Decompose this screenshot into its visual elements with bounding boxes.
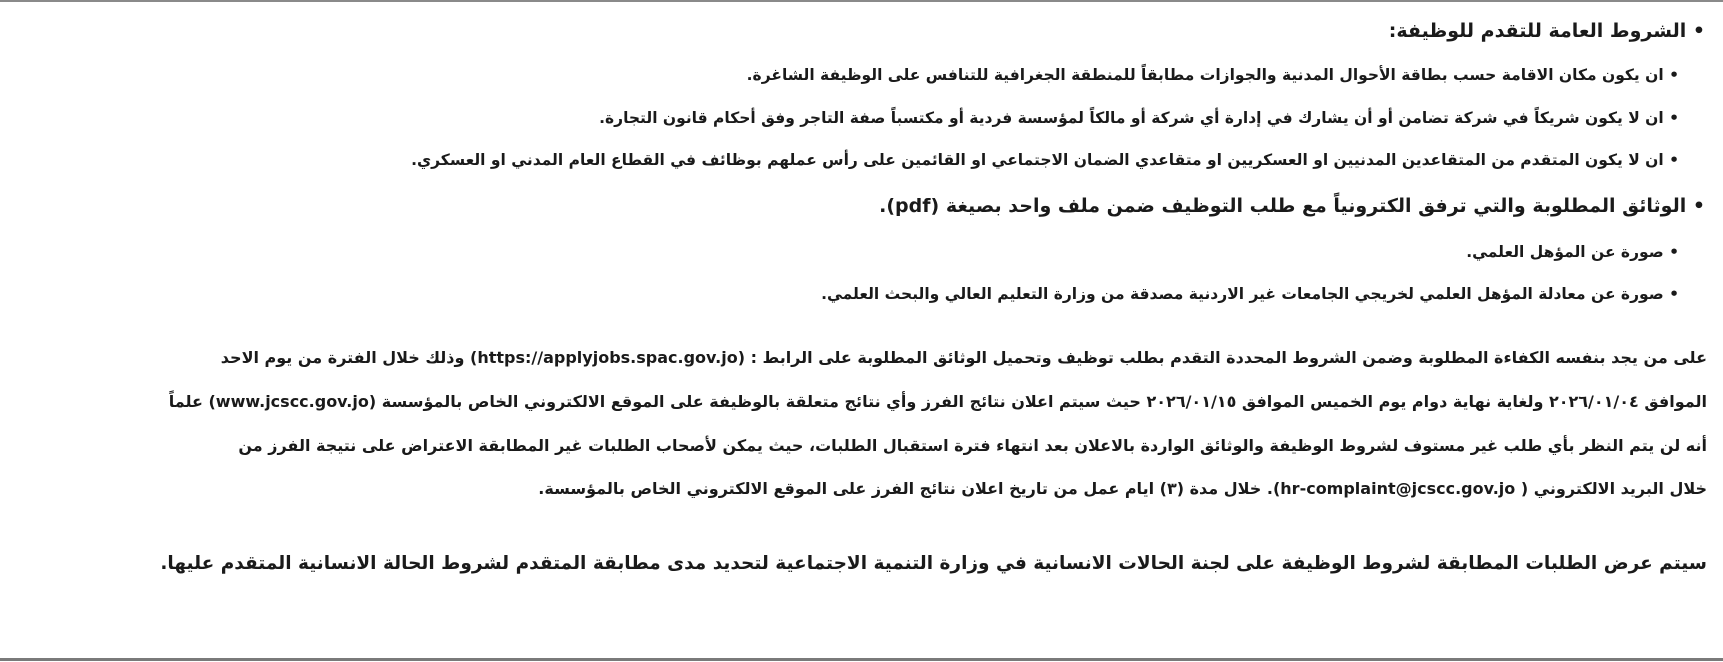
condition-item-residence: • ان يكون مكان الاقامة حسب بطاقة الأحوال المدنية والجوازات مطابقاً للمنطقة الجغرافية للتنافس على الوظيفة الشاغرة. [746,66,1679,84]
documents-heading: • الوثائق المطلوبة والتي ترفق الكترونياً مع طلب التوظيف ضمن ملف واحد بصيغة (pdf). [879,195,1705,217]
application-paragraph-line-4: خلال البريد الالكتروني ( hr-complaint@jcscc.gov.jo). خلال مدة (٣) ايام عمل من تاريخ اعلان نتائج الفرز على الموقع الالكتروني الخاص بالمؤسسة. [538,479,1707,498]
document-item-equivalency: • صورة عن معادلة المؤهل العلمي لخريجي الجامعات غير الاردنية مصدقة من وزارة التعليم العالي والبحث العلمي. [821,285,1679,303]
application-paragraph-line-2: الموافق ٢٠٢٦/٠١/٠٤ ولغاية نهاية دوام يوم الخميس الموافق ٢٠٢٦/٠١/١٥ حيث سيتم اعلان نتائج الفرز وأي نتائج متعلقة بالوظيفة على الموقع الالكتروني الخاص بالمؤسسة (www.jcscc.gov.jo) علماً [168,392,1707,411]
general-conditions-heading: • الشروط العامة للتقدم للوظيفة: [1388,20,1705,42]
application-paragraph-line-1: على من يجد بنفسه الكفاءة المطلوبة وضمن الشروط المحددة التقدم بطلب توظيف وتحميل الوثائق المطلوبة على الرابط : (https://applyjobs.spac.gov.jo) وذلك خلال الفترة من يوم الاحد [220,348,1707,367]
document-item-qualification: • صورة عن المؤهل العلمي. [1466,243,1679,261]
application-paragraph-line-3: أنه لن يتم النظر بأي طلب غير مستوف لشروط الوظيفة والوثائق الواردة بالاعلان بعد انتهاء فترة استقبال الطلبات، حيث يمكن لأصحاب الطلبات غير المطابقة الاعتراض على نتيجة الفرز من [238,436,1707,455]
closing-statement: سيتم عرض الطلبات المطابقة لشروط الوظيفة على لجنة الحالات الانسانية في وزارة التنمية الاجتماعية لتحديد مدى مطابقة المتقدم لشروط الحالة الانسانية المتقدم عليها. [160,553,1707,574]
condition-item-retirement: • ان لا يكون المتقدم من المتقاعدين المدنيين او العسكريين او متقاعدي الضمان الاجتماعي او القائمين على رأس عملهم بوظائف في القطاع العام المدني او العسكري. [411,151,1679,169]
condition-item-partnership: • ان لا يكون شريكاً في شركة تضامن أو أن يشارك في إدارة أي شركة أو مالكاً لمؤسسة فردية أو مكتسباً صفة التاجر وفق أحكام قانون التجارة. [599,109,1679,127]
bottom-divider [0,658,1723,661]
